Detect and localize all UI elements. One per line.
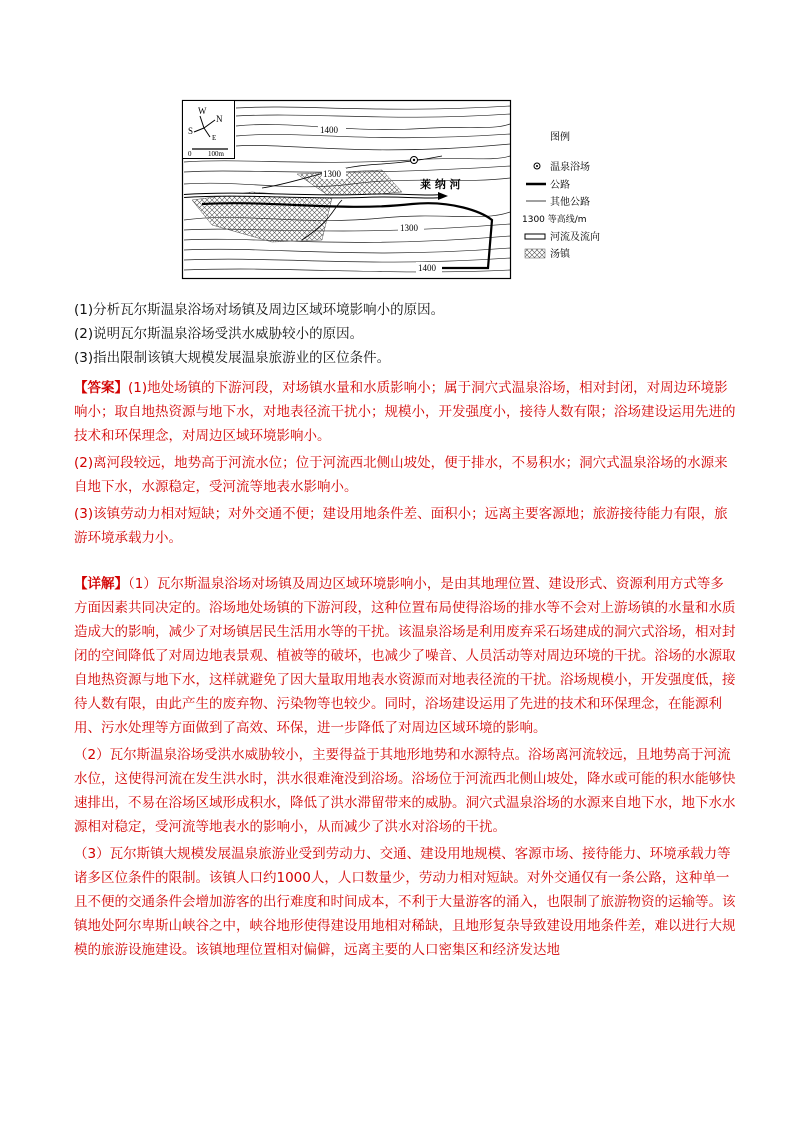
compass-e: E <box>212 134 217 142</box>
legend-town-icon <box>525 249 545 258</box>
legend-item-road: 公路 <box>550 180 570 191</box>
compass-s: S <box>188 126 194 136</box>
compass-w: W <box>198 106 207 116</box>
compass-n: N <box>216 114 223 124</box>
contour-map-figure <box>182 100 600 280</box>
question-3: (3)指出限制该镇大规模发展温泉旅游业的区位条件。 <box>74 350 391 366</box>
legend-title: 图例 <box>550 132 570 143</box>
answer-p1 <box>74 376 736 448</box>
legend-item-contour: 1300 等高线/m <box>522 215 587 225</box>
detail-p1-text: （1）瓦尔斯温泉浴场对场镇及周边区域环境影响小，是由其地理位置、建设形式、资源利用方式等多方面因素共同决定的。浴场地处场镇的下游河段，这种位置布局使得浴场的排水等不会对上游场镇的水量和水质造成大的影响，减少了对场镇居民生活用水等的干扰。该温泉浴场是利用废弃采石场建成的洞穴式浴场，相对封闭的空间降低了对周边地表景观、植被等的破坏，也减少了噪音、人员活动等对周边环境的干扰。浴场的水源取自地热资源与地下水，这样就避免了因大量取用地表水资源而对地表径流的干扰。浴场规模小，开发强度低，接待人数有限，由此产生的废弃物、污染物等也较少。同时，浴场建设运用了先进的技术和环保理念，在能源利用、污水处理等方面做到了高效、环保，进一步降低了对周边区域环境的影响。 <box>74 576 736 736</box>
contour-label-1400-bottom: 1400 <box>418 263 436 273</box>
answer-p1-text: (1)地处场镇的下游河段，对场镇水量和水质影响小；属于洞穴式温泉浴场，相对封闭，对周边环境影响小；取自地热资源与地下水，对地表径流干扰小；规模小，开发强度小，接待人数有限；浴场建设运用先进的技术和环保理念，对周边区域环境影响小。 <box>74 380 736 444</box>
answer-p2: (2)离河段较远，地势高于河流水位；位于河流西北侧山坡处，便于排水，不易积水；洞穴式温泉浴场的水源来自地下水，水源稳定，受河流等地表水影响小。 <box>74 455 728 495</box>
legend-river-icon <box>525 234 545 239</box>
detail-label: 【详解】 <box>74 576 128 592</box>
question-1: (1)分析瓦尔斯温泉浴场对场镇及周边区域环境影响小的原因。 <box>74 302 445 318</box>
detail-block <box>74 572 736 962</box>
detail-p1 <box>74 572 736 740</box>
answer-block <box>74 376 736 550</box>
scale-label: 100m <box>208 150 224 158</box>
detail-p3: （3）瓦尔斯镇大规模发展温泉旅游业受到劳动力、交通、建设用地规模、客源市场、接待能力、环境承载力等诸多区位条件的限制。该镇人口约1000人，人口数量少，劳动力相对短缺。对外交通仅有一条公路，这种单一且不便的交通条件会增加游客的出行难度和时间成本，不利于大量游客的涌入，也限制了旅游物资的运输等。该镇地处阿尔卑斯山峡谷之中，峡谷地形使得建设用地相对稀缺，且地形复杂导致建设用地条件差，难以进行大规模的旅游设施建设。该镇地理位置相对偏僻，远离主要的人口密集区和经济发达地 <box>74 846 736 958</box>
river-flow-arrow-icon <box>438 192 448 200</box>
scale-zero: 0 <box>188 150 192 158</box>
contour-label-1400-top: 1400 <box>320 125 338 135</box>
legend-item-hot-spring: 温泉浴场 <box>550 162 590 173</box>
river-name: 莱 纳 河 <box>420 178 461 191</box>
contour-label-1300-top: 1300 <box>323 169 341 179</box>
contour-label-1300-bottom: 1300 <box>400 223 418 233</box>
question-2: (2)说明瓦尔斯温泉浴场受洪水威胁较小的原因。 <box>74 326 364 342</box>
legend-item-river: 河流及流向 <box>550 232 600 243</box>
legend-item-town: 汤镇 <box>550 249 570 260</box>
answer-p3: (3)该镇劳动力相对短缺；对外交通不便；建设用地条件差、面积小；远离主要客源地；旅游接待能力有限，旅游环境承载力小。 <box>74 506 728 546</box>
answer-label: 【答案】 <box>74 380 128 396</box>
detail-p2: （2）瓦尔斯温泉浴场受洪水威胁较小，主要得益于其地形地势和水源特点。浴场离河流较远，且地势高于河流水位，这使得河流在发生洪水时，洪水很难淹没到浴场。浴场位于河流西北侧山坡处，降水或可能的积水能够快速排出，不易在浴场区域形成积水，降低了洪水滞留带来的威胁。洞穴式温泉浴场的水源来自地下水，地下水水源相对稳定，受河流等地表水的影响小，从而减少了洪水对浴场的干扰。 <box>74 747 736 835</box>
town-area <box>192 192 332 242</box>
legend-item-other-road: 其他公路 <box>550 197 590 208</box>
